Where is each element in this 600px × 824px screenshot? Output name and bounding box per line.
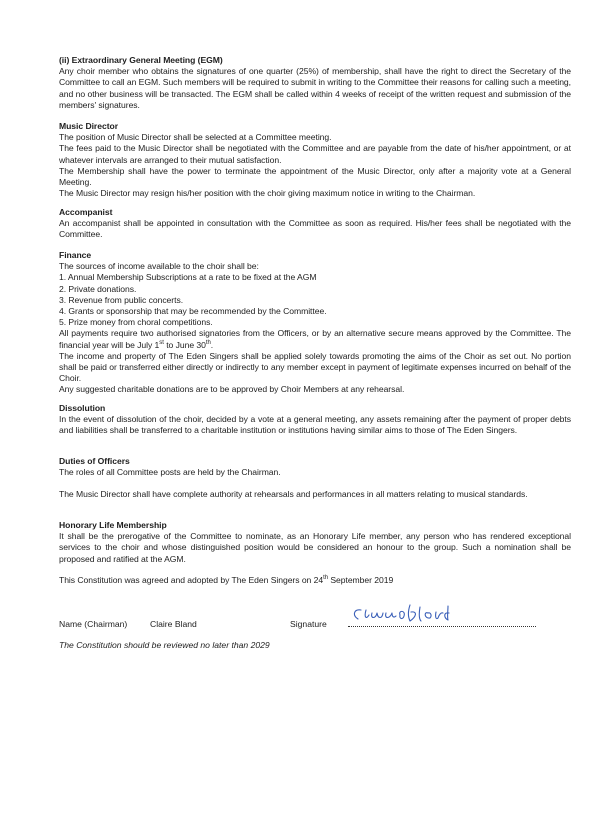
review-note: The Constitution should be reviewed no later than 2029 (59, 640, 270, 650)
section-honorary (59, 520, 571, 565)
adoption-end: September 2019 (328, 575, 394, 585)
finance-p1-mid: to June 30 (163, 339, 206, 350)
finance-heading: Finance (59, 250, 92, 260)
income-item: 5. Prize money from choral competitions. (59, 317, 213, 328)
signature-label: Signature (290, 619, 327, 629)
duties-p2: The Music Director shall have complete authority at rehearsals and performances in all matters relating to musical standards. (59, 489, 528, 500)
duties-p1: The roles of all Committee posts are held by the Chairman. (59, 467, 281, 478)
finance-p1-text: All payments require two authorised signatories from the Officers, or by an alternative secure means approved by the Committee. The financial year will be July 1 (59, 328, 571, 350)
section-egm (59, 55, 571, 111)
income-item: 2. Private donations. (59, 283, 137, 294)
dissolution-text: In the event of dissolution of the choir, decided by a vote at a general meeting, any assets remaining after the payment of proper debts and liabilities shall be transferred to a charitable institution or institutions having similar aims to those of The Eden Singers. (59, 414, 571, 436)
finance-p1-sup2: th (205, 339, 211, 346)
name-label: Name (Chairman) (59, 619, 128, 629)
music-director-p2: The fees paid to the Music Director shall be negotiated with the Committee and are payable from the date of his/her appointment, or at whatever intervals are arranged to their mutual satisfaction. (59, 143, 571, 165)
adoption-statement (59, 575, 571, 586)
finance-p2: The income and property of The Eden Singers shall be applied solely towards promoting the aims of the Choir as set out. No portion shall be paid or transferred either directly or indirectly to any member except in payment of legitimate expenses incurred on behalf of the Choir. (59, 350, 571, 384)
music-director-p4: The Music Director may resign his/her position with the choir giving maximum notice in writing to the Chairman. (59, 188, 476, 199)
section-finance (59, 250, 571, 396)
handwritten-signature (348, 601, 468, 629)
section-accompanist (59, 207, 571, 241)
egm-heading: (ii) Extraordinary General Meeting (EGM) (59, 55, 223, 65)
finance-p1-end: . (210, 339, 214, 350)
section-duties (59, 456, 571, 501)
music-director-heading: Music Director (59, 121, 118, 131)
duties-heading: Duties of Officers (59, 456, 130, 466)
income-item: 3. Revenue from public concerts. (59, 294, 184, 305)
accompanist-heading: Accompanist (59, 207, 113, 217)
dissolution-heading: Dissolution (59, 403, 106, 413)
section-dissolution (59, 403, 571, 437)
finance-p1 (59, 328, 571, 350)
finance-intro: The sources of income available to the choir shall be: (59, 261, 259, 272)
income-list (59, 272, 571, 328)
section-music-director (59, 121, 571, 199)
music-director-p3: The Membership shall have the power to terminate the appointment of the Music Director, only after a majority vote at a General Meeting. (59, 165, 571, 188)
income-item: 4. Grants or sponsorship that may be recommended by the Committee. (59, 306, 327, 317)
music-director-p1: The position of Music Director shall be selected at a Committee meeting. (59, 132, 332, 143)
egm-text: Any choir member who obtains the signatures of one quarter (25%) of membership, shall have the right to direct the Secretary of the Committee to call an EGM. Such members will be required to submit in writing to the Committee their reasons for calling such a meeting, and no other business will be transacted. The EGM shall be called within 4 weeks of receipt of the written request and submission of the members' signatures. (59, 66, 571, 110)
honorary-heading: Honorary Life Membership (59, 520, 167, 530)
name-value: Claire Bland (150, 619, 197, 629)
accompanist-text: An accompanist shall be appointed in consultation with the Committee as soon as required. His/her fees shall be negotiated with the Committee. (59, 218, 571, 240)
honorary-text: It shall be the prerogative of the Committee to nominate, as an Honorary Life member, any person who has rendered exceptional services to the choir and whose distinguished position would be considered an honour to the group. Such a nomination shall be proposed and ratified at the AGM. (59, 531, 571, 564)
finance-p1-sup1: st (159, 339, 164, 346)
adoption-text: This Constitution was agreed and adopted by The Eden Singers on 24 (59, 575, 324, 585)
income-item: 1. Annual Membership Subscriptions at a rate to be fixed at the AGM (59, 272, 317, 283)
signature-line (348, 626, 536, 627)
adoption-sup: th (323, 575, 328, 582)
finance-p3: Any suggested charitable donations are to be approved by Choir Members at any rehearsal. (59, 384, 405, 395)
